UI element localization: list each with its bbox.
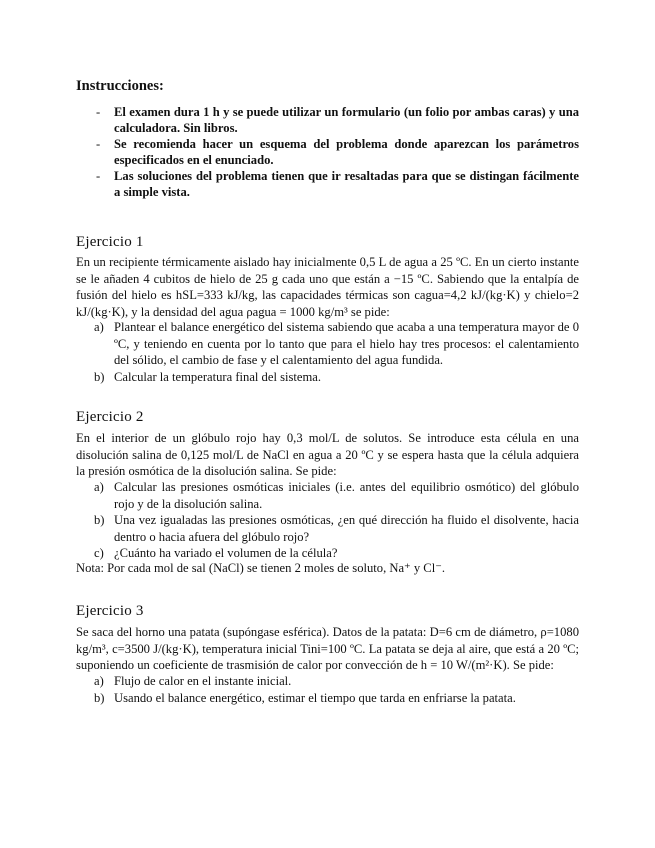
instruction-item: - Se recomienda hacer un esquema del problema donde aparezcan los parámetros especificados en el enunciado. — [96, 137, 579, 167]
dash-bullet: - — [96, 105, 101, 119]
exercise-3-statement: Se saca del horno una patata (supóngase esférica). Datos de la patata: D=6 cm de diámetro, ρ=1080 kg/m³, c=3500 J/(kg·K), temperatura inicial Tini=100 ºC. La patata se deja al aire, que está a 20 ºC; suponiendo un coeficiente de trasmisión de calor por convección de h = 10 W/(m²·K). Se pide: — [76, 625, 579, 672]
dash-bullet: - — [96, 169, 101, 183]
exercise-1-title: Ejercicio 1 — [76, 234, 144, 250]
list-item: a) Calcular las presiones osmóticas iniciales (i.e. antes del equilibrio osmótico) del glóbulo rojo y de la disolución salina. — [94, 480, 579, 511]
list-item: a) Plantear el balance energético del sistema sabiendo que acaba a una temperatura mayor de 0 ºC, y teniendo en cuenta por lo tanto que para el hielo hay tres procesos: el calentamiento del sólido, el cambio de fase y el calentamiento del agua fundida. — [94, 320, 579, 367]
list-item: b) Usando el balance energético, estimar el tiempo que tarda en enfriarse la patata. — [94, 690, 516, 705]
exercise-3-items — [76, 673, 579, 706]
list-item: b) Una vez igualadas las presiones osmóticas, ¿en qué dirección ha fluido el disolvente, hacia dentro o hacia afuera del glóbulo rojo? — [94, 513, 579, 544]
exercise-2-statement: En el interior de un glóbulo rojo hay 0,3 mol/L de solutos. Se introduce esta célula en una disolución salina de 0,125 mol/L de NaCl en agua a 20 ºC y se espera hasta que la célula adquiera la presión osmótica de la disolución salina. Se pide: — [76, 431, 579, 478]
exercise-2-title: Ejercicio 2 — [76, 409, 144, 425]
dash-bullet: - — [96, 137, 101, 151]
instruction-item: - El examen dura 1 h y se puede utilizar un formulario (un folio por ambas caras) y una calculadora. Sin libros. — [96, 105, 579, 135]
list-item: b) Calcular la temperatura final del sistema. — [94, 369, 322, 384]
instructions-title: Instrucciones: — [76, 78, 164, 94]
instruction-item: - Las soluciones del problema tienen que ir resaltadas para que se distingan fácilmente a simple vista. — [96, 169, 579, 199]
exercise-2-note: Nota: Por cada mol de sal (NaCl) se tienen 2 moles de soluto, Na⁺ y Cl⁻. — [76, 561, 445, 575]
exercise-2-items — [76, 479, 579, 562]
exercise-1-statement: En un recipiente térmicamente aislado hay inicialmente 0,5 L de agua a 25 ºC. En un cierto instante se le añaden 4 cubitos de hielo de 25 g cada uno que están a −15 ºC. Sabiendo que la entalpía de fusión del hielo es hSL=333 kJ/kg, las capacidades térmicas son cagua=4,2 kJ/(kg·K) y chielo=2 kJ/(kg·K), y la densidad del agua ρagua = 1000 kg/m³ se pide: — [76, 255, 579, 319]
list-item: c) ¿Cuánto ha variado el volumen de la célula? — [94, 546, 338, 560]
exercise-1-items — [76, 319, 579, 385]
list-item: a) Flujo de calor en el instante inicial. — [94, 674, 292, 688]
exercise-3-title: Ejercicio 3 — [76, 603, 144, 619]
instructions-list — [76, 104, 579, 200]
